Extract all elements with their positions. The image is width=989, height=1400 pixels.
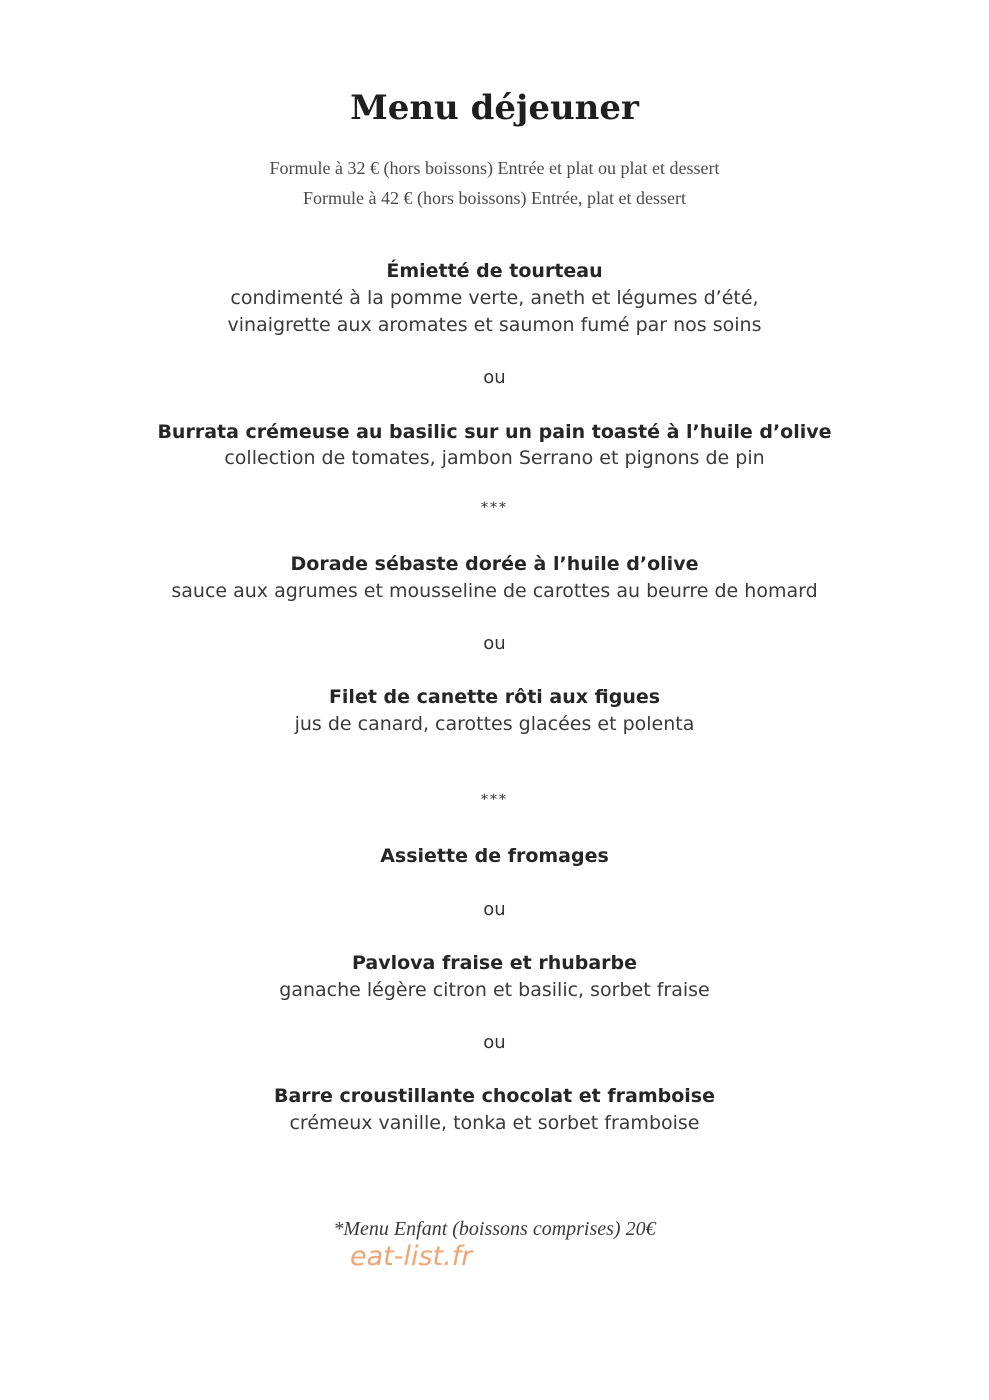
formula-42: Formule à 42 € (hors boissons) Entrée, plat et dessert [303, 188, 686, 208]
course-divider-1: *** [481, 500, 508, 516]
starter-2-name: Burrata crémeuse au basilic sur un pain toasté à l’huile d’olive [157, 421, 832, 443]
or-separator-4: ou [483, 1032, 506, 1053]
or-separator-3: ou [483, 899, 506, 920]
course-divider-2: *** [481, 792, 508, 808]
main-2-name: Filet de canette rôti aux figues [328, 686, 661, 708]
formula-32: Formule à 32 € (hors boissons) Entrée et plat ou plat et dessert [269, 158, 720, 178]
dessert-3-name: Barre croustillante chocolat et framboise [273, 1085, 715, 1107]
main-1-desc-line-1: sauce aux agrumes et mousseline de carottes au beurre de homard [171, 580, 818, 602]
or-separator-1: ou [483, 367, 506, 388]
or-separator-2: ou [483, 633, 506, 654]
kids-menu-note: *Menu Enfant (boissons comprises) 20€ [333, 1218, 656, 1240]
starter-2-desc-line-1: collection de tomates, jambon Serrano et pignons de pin [224, 447, 765, 469]
starter-1-name: Émietté de tourteau [386, 260, 603, 282]
dessert-2-desc-line-1: ganache légère citron et basilic, sorbet fraise [279, 979, 710, 1001]
page-title: Menu déjeuner [350, 88, 639, 128]
main-1-name: Dorade sébaste dorée à l’huile d’olive [290, 553, 699, 575]
dessert-1-name: Assiette de fromages [380, 845, 609, 867]
dessert-2-name: Pavlova fraise et rhubarbe [351, 952, 638, 974]
watermark-logo: eat-list.fr [350, 1241, 473, 1272]
dessert-3-desc-line-1: crémeux vanille, tonka et sorbet framboise [289, 1112, 700, 1134]
main-2-desc-line-1: jus de canard, carottes glacées et polenta [294, 713, 695, 735]
starter-1-desc-line-2: vinaigrette aux aromates et saumon fumé par nos soins [227, 314, 762, 336]
starter-1-desc-line-1: condimenté à la pomme verte, aneth et légumes d’été, [230, 287, 759, 309]
